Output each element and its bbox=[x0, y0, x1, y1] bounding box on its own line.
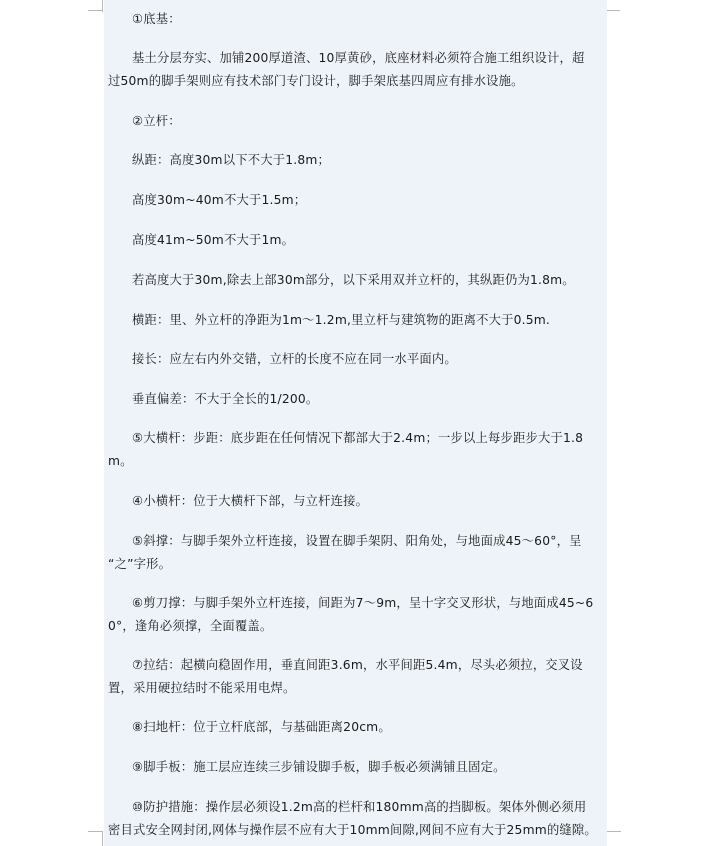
page-corner-mark bbox=[88, 0, 103, 12]
text-line: ①底基： bbox=[132, 12, 181, 26]
page-corner-mark bbox=[606, 831, 621, 846]
text-line: 过50m的脚手架则应有技术部门专门设计，脚手架底基四周应有排水设施。 bbox=[108, 74, 524, 88]
paragraph bbox=[108, 388, 605, 411]
text-line: 高度30m~40m不大于1.5m； bbox=[132, 193, 307, 207]
paragraph bbox=[108, 189, 605, 212]
text-line: ②立杆： bbox=[132, 114, 181, 128]
text-line: 密目式安全网封闭,网体与操作层不应有大于10mm间隙,网间不应有大于25mm的缝隙。 bbox=[108, 823, 597, 837]
text-line: ⑧扫地杆：位于立杆底部，与基础距离20cm。 bbox=[132, 720, 391, 734]
text-line: ⑩防护措施：操作层必须设1.2m高的栏杆和180mm高的挡脚板。架体外侧必须用 bbox=[132, 800, 587, 814]
paragraph bbox=[108, 490, 605, 513]
text-line: 高度41m~50m不大于1m。 bbox=[132, 233, 295, 247]
paragraph bbox=[108, 654, 605, 700]
text-line: 0°，逢角必须撑，全面覆盖。 bbox=[108, 619, 273, 633]
text-line: 接长：应左右内外交错，立杆的长度不应在同一水平面内。 bbox=[132, 352, 457, 366]
text-line: 纵距：高度30m以下不大于1.8m； bbox=[132, 153, 331, 167]
paragraph bbox=[108, 756, 605, 779]
text-line: m。 bbox=[108, 454, 133, 468]
text-line: 若高度大于30m,除去上部30m部分，以下采用双并立杆的，其纵距仍为1.8m。 bbox=[132, 273, 575, 287]
paragraph bbox=[108, 716, 605, 739]
text-line: ⑤斜撑：与脚手架外立杆连接，设置在脚手架阴、阳角处，与地面成45～60°，呈 bbox=[132, 534, 582, 548]
page-corner-mark bbox=[606, 0, 621, 12]
page-corner-mark bbox=[88, 831, 103, 846]
paragraph bbox=[108, 8, 605, 31]
text-line: “之”字形。 bbox=[108, 557, 172, 571]
paragraph bbox=[108, 348, 605, 371]
text-line: 基土分层夯实、加铺200厚道渣、10厚黄砂，底座材料必须符合施工组织设计，超 bbox=[132, 51, 585, 65]
text-line: 横距：里、外立杆的净距为1m～1.2m,里立杆与建筑物的距离不大于0.5m. bbox=[132, 313, 551, 327]
paragraph bbox=[108, 309, 605, 332]
text-line: ⑥剪刀撑：与脚手架外立杆连接，间距为7～9m，呈十字交叉形状，与地面成45~6 bbox=[132, 596, 594, 610]
paragraph bbox=[108, 47, 605, 93]
text-line: ⑦拉结：起横向稳固作用，垂直间距3.6m，水平间距5.4m，尽头必须拉，交叉设 bbox=[132, 658, 583, 672]
paragraph bbox=[108, 149, 605, 172]
text-line: 置，采用硬拉结时不能采用电焊。 bbox=[108, 681, 296, 695]
text-line: ④小横杆：位于大横杆下部，与立杆连接。 bbox=[132, 494, 369, 508]
text-line: ⑨脚手板：施工层应连续三步铺设脚手板，脚手板必须满铺且固定。 bbox=[132, 760, 506, 774]
paragraph bbox=[108, 796, 605, 842]
text-line: ⑤大横杆：步距：底步距在任何情况下都部大于2.4m；一步以上每步距步大于1.8 bbox=[132, 431, 584, 445]
paragraph bbox=[108, 592, 605, 638]
paragraph bbox=[108, 530, 605, 576]
text-line: 垂直偏差：不大于全长的1/200。 bbox=[132, 392, 319, 406]
paragraph bbox=[108, 269, 605, 292]
paragraph bbox=[108, 110, 605, 133]
paragraph bbox=[108, 229, 605, 252]
paragraph bbox=[108, 427, 605, 473]
